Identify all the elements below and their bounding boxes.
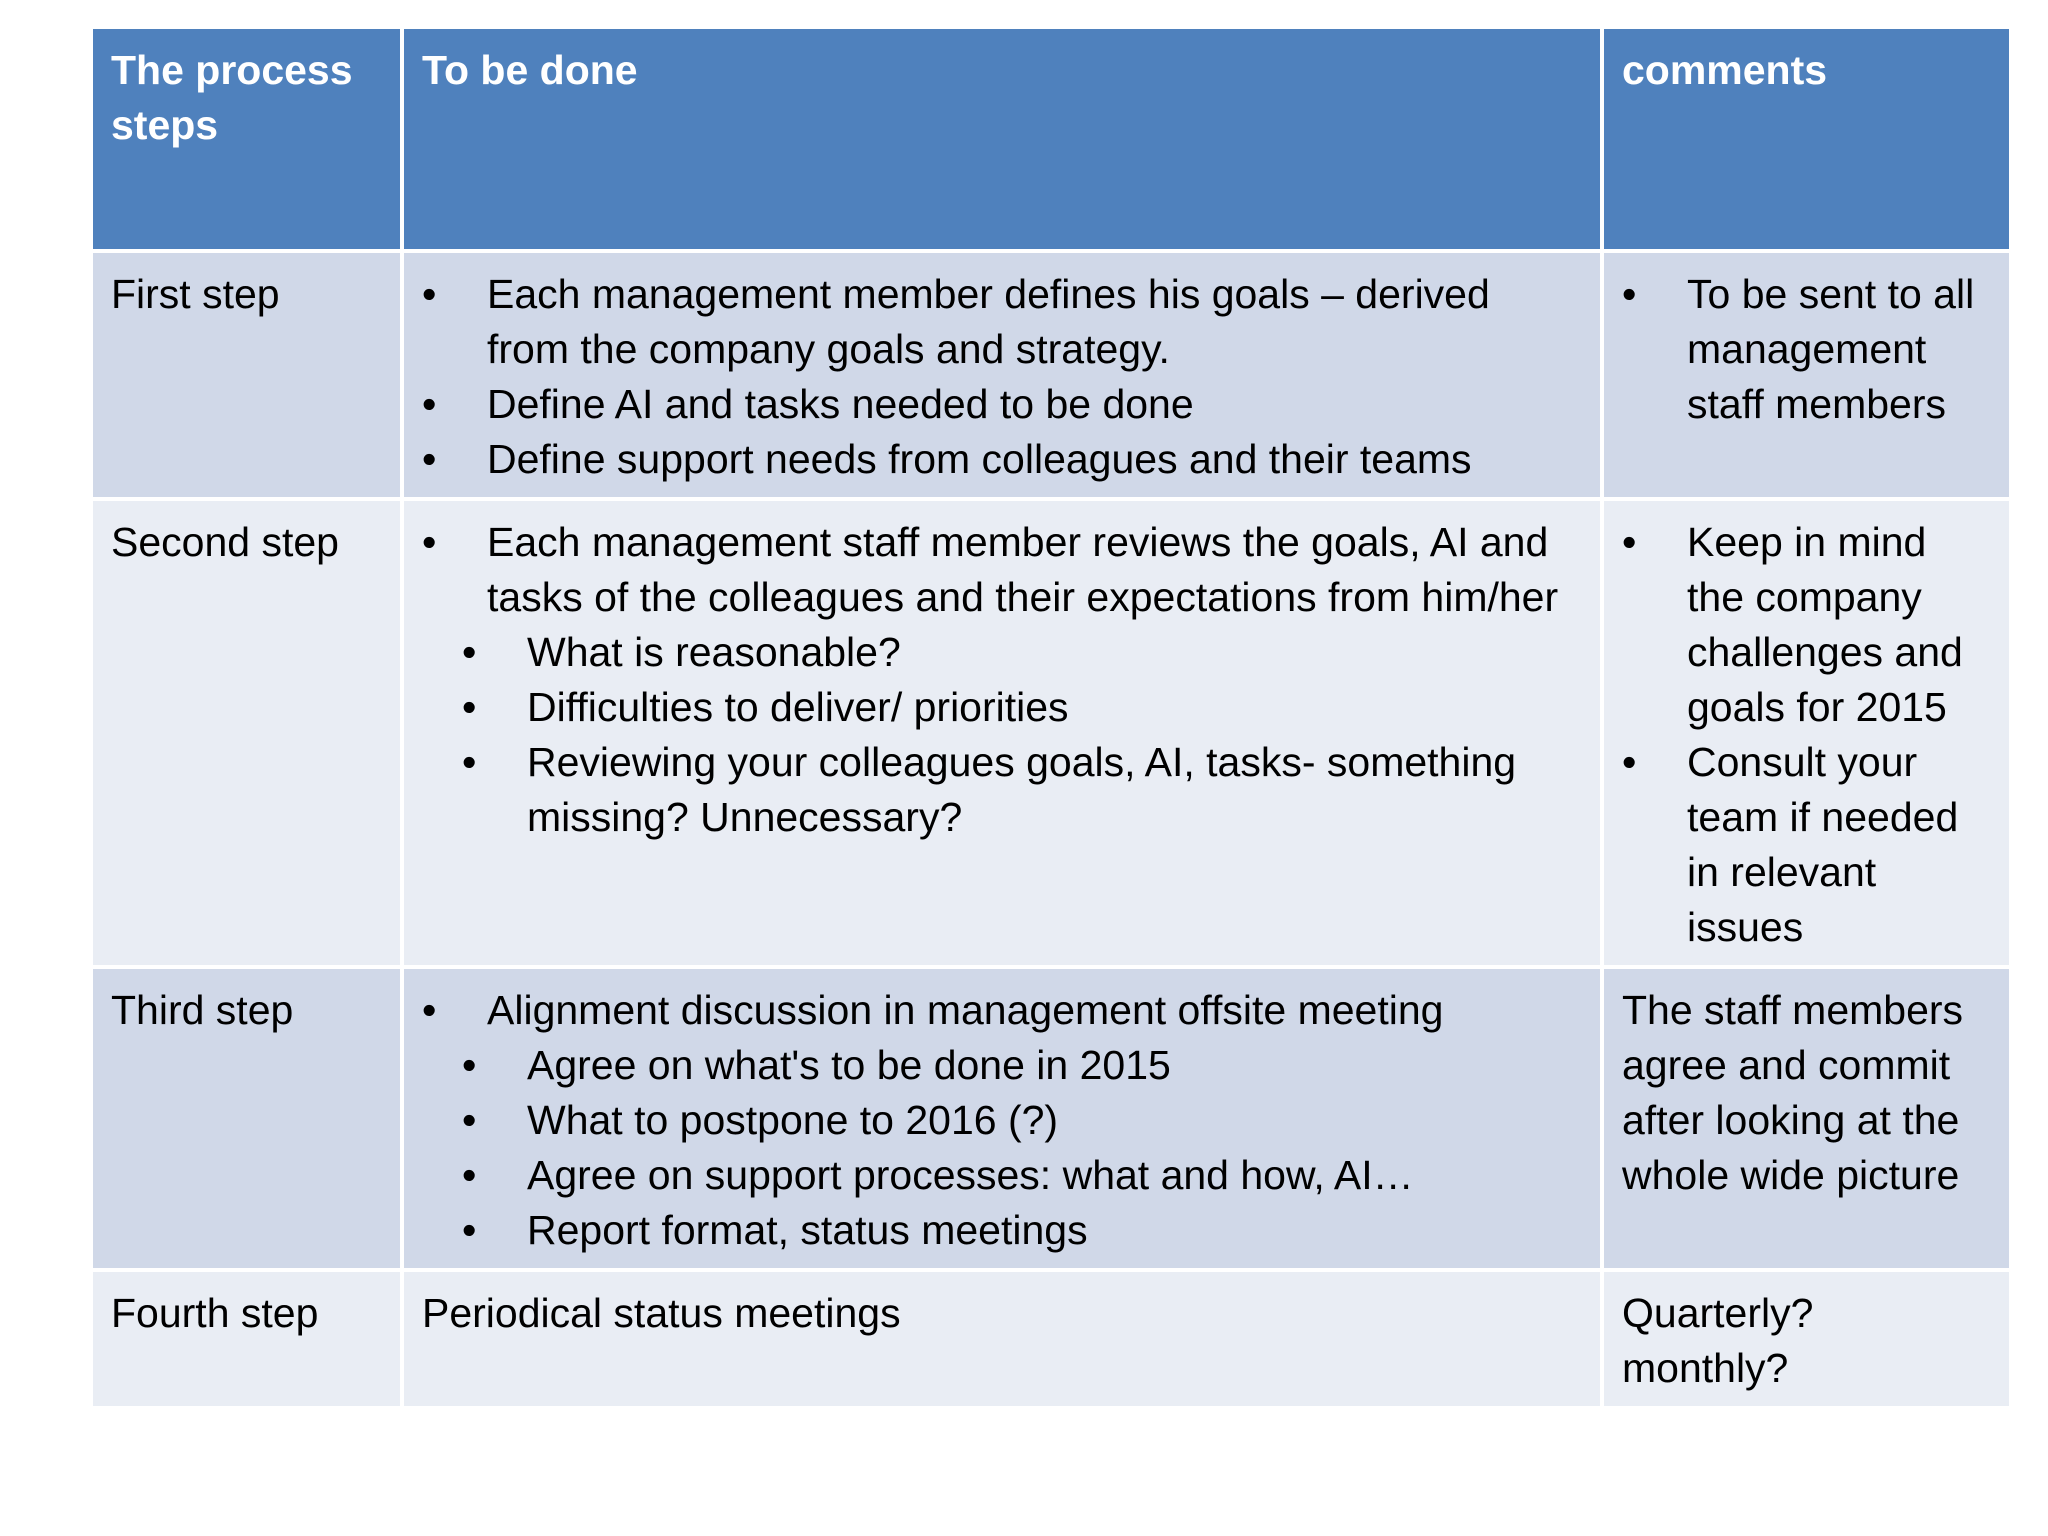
list-item: • Each management member defines his goals – derived from the company goals and strategy.	[422, 267, 1582, 377]
table-header-row	[91, 27, 2011, 251]
list-item: • Alignment discussion in management offsite meeting	[422, 983, 1582, 1038]
comments-cell: Quarterly? monthly?	[1602, 1270, 2011, 1408]
list-item: • Consult your team if needed in relevant issues	[1622, 735, 1991, 955]
list-item: • What is reasonable?	[462, 625, 1582, 680]
list-item: • Agree on support processes: what and how, AI…	[462, 1148, 1582, 1203]
comments-list	[1622, 515, 1991, 955]
comments-cell	[1602, 251, 2011, 499]
step-name-cell: First step	[91, 251, 402, 499]
step-name-cell: Third step	[91, 967, 402, 1270]
list-item: • Reviewing your colleagues goals, AI, tasks- something missing? Unnecessary?	[462, 735, 1582, 845]
header-to-be-done: To be done	[402, 27, 1602, 251]
header-comments: comments	[1602, 27, 2011, 251]
todo-cell: Periodical status meetings	[402, 1270, 1602, 1408]
step-name-cell: Second step	[91, 499, 402, 967]
comments-cell: The staff members agree and commit after looking at the whole wide picture	[1602, 967, 2011, 1270]
table-row-first-step	[91, 251, 2011, 499]
process-steps-table	[89, 25, 2013, 1410]
todo-cell	[402, 967, 1602, 1270]
table-row-third-step	[91, 967, 2011, 1270]
step-name-cell: Fourth step	[91, 1270, 402, 1408]
list-item: • To be sent to all management staff members	[1622, 267, 1991, 432]
list-item: • Report format, status meetings	[462, 1203, 1582, 1258]
list-item: • What to postpone to 2016 (?)	[462, 1093, 1582, 1148]
table-row-second-step	[91, 499, 2011, 967]
todo-list	[422, 515, 1582, 625]
list-item: • Difficulties to deliver/ priorities	[462, 680, 1582, 735]
list-item: • Each management staff member reviews the goals, AI and tasks of the colleagues and their expectations from him/her	[422, 515, 1582, 625]
list-item: • Agree on what's to be done in 2015	[462, 1038, 1582, 1093]
table-row-fourth-step	[91, 1270, 2011, 1408]
todo-list	[422, 267, 1582, 487]
todo-list	[422, 983, 1582, 1038]
comments-cell	[1602, 499, 2011, 967]
list-item: • Keep in mind the company challenges and goals for 2015	[1622, 515, 1991, 735]
todo-cell	[402, 251, 1602, 499]
todo-cell	[402, 499, 1602, 967]
list-item: • Define AI and tasks needed to be done	[422, 377, 1582, 432]
comments-list	[1622, 267, 1991, 432]
header-process-steps: The process steps	[91, 27, 402, 251]
todo-sub-list	[422, 625, 1582, 845]
todo-sub-list	[422, 1038, 1582, 1258]
list-item: • Define support needs from colleagues and their teams	[422, 432, 1582, 487]
